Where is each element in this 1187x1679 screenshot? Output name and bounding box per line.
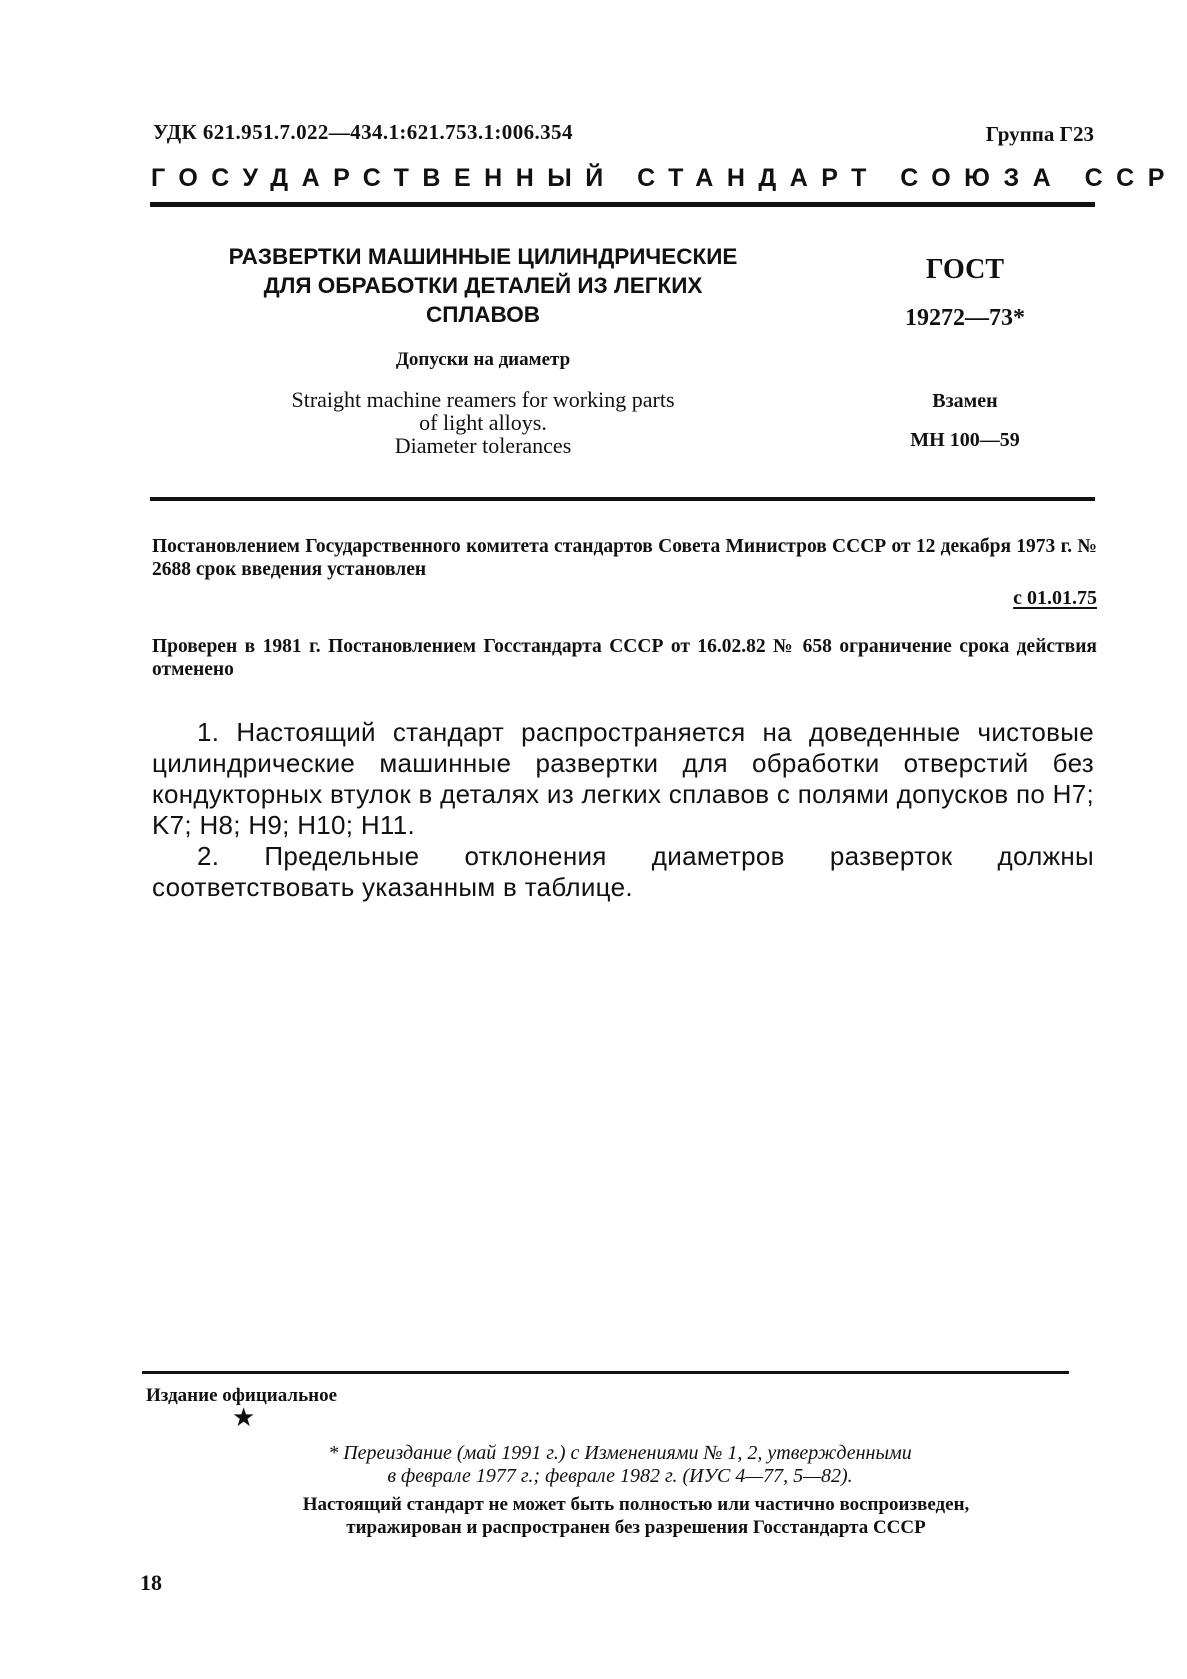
star-icon: ★ bbox=[232, 1403, 256, 1433]
page-number: 18 bbox=[140, 1570, 162, 1595]
title-line: РАЗВЕРТКИ МАШИННЫЕ ЦИЛИНДРИЧЕСКИЕ bbox=[228, 244, 738, 269]
official-edition-label: Издание официальное bbox=[146, 1385, 338, 1406]
verification-note: Проверен в 1981 г. Постановлением Госстандарта СССР от 16.02.82 № 658 ограничение срока действия отменено bbox=[152, 636, 1097, 680]
english-title bbox=[178, 388, 788, 457]
reissue-line: * Переиздание (май 1991 г.) с Изменениями № 1, 2, утвержденными bbox=[328, 1442, 912, 1464]
paragraph-2: 2. Предельные отклонения диаметров разверток должны соответствовать указанным в таблице. bbox=[152, 841, 1094, 902]
udk-code: УДК 621.951.7.022—434.1:621.753.1:006.354 bbox=[153, 120, 573, 144]
standard-title bbox=[178, 242, 788, 329]
standard-subtitle: Допуски на диаметр bbox=[395, 349, 571, 370]
reissue-line: в феврале 1977 г.; феврале 1982 г. (ИУС 4—77, 5—82). bbox=[387, 1465, 853, 1487]
english-title-line: Straight machine reamers for working parts bbox=[291, 387, 675, 412]
english-title-line: Diameter tolerances bbox=[394, 433, 572, 458]
header-divider bbox=[150, 202, 1095, 207]
group-code: Группа Г23 bbox=[985, 122, 1094, 146]
resolution-text: Постановлением Государственного комитета стандартов Совета Министров СССР от 12 декабря 1973 г. № 2688 срок введения установлен bbox=[152, 536, 1097, 580]
title-line: ДЛЯ ОБРАБОТКИ ДЕТАЛЕЙ ИЗ ЛЕГКИХ bbox=[263, 273, 703, 298]
copyright-line: тиражирован и распространен без разрешения Госстандарта СССР bbox=[346, 1517, 926, 1538]
effective-date: с 01.01.75 bbox=[1013, 587, 1097, 609]
title-divider bbox=[150, 497, 1095, 501]
copyright-notice bbox=[196, 1493, 1076, 1539]
state-standard-heading: ГОСУДАРСТВЕННЫЙ СТАНДАРТ СОЮЗА ССР bbox=[151, 164, 1178, 192]
copyright-line: Настоящий стандарт не может быть полностью или частично воспроизведен, bbox=[302, 1494, 970, 1515]
paragraph-1: 1. Настоящий стандарт распространяется на доведенные чистовые цилиндрические машинные развертки для обработки отверстий без кондукторных втулок в деталях из легких сплавов с полями допусков по H7; K7; H8; H9; H10; H11. bbox=[152, 717, 1094, 840]
title-line: СПЛАВОВ bbox=[426, 302, 540, 327]
reissue-note bbox=[220, 1442, 1020, 1488]
replaces-label: Взамен bbox=[932, 390, 998, 412]
gost-number: 19272—73* bbox=[905, 305, 1025, 331]
body-text bbox=[152, 717, 1094, 903]
footer-divider bbox=[142, 1371, 1069, 1374]
replaces-value: МН 100—59 bbox=[910, 429, 1020, 451]
gost-label: ГОСТ bbox=[925, 254, 1005, 285]
english-title-line: of light alloys. bbox=[419, 410, 547, 435]
